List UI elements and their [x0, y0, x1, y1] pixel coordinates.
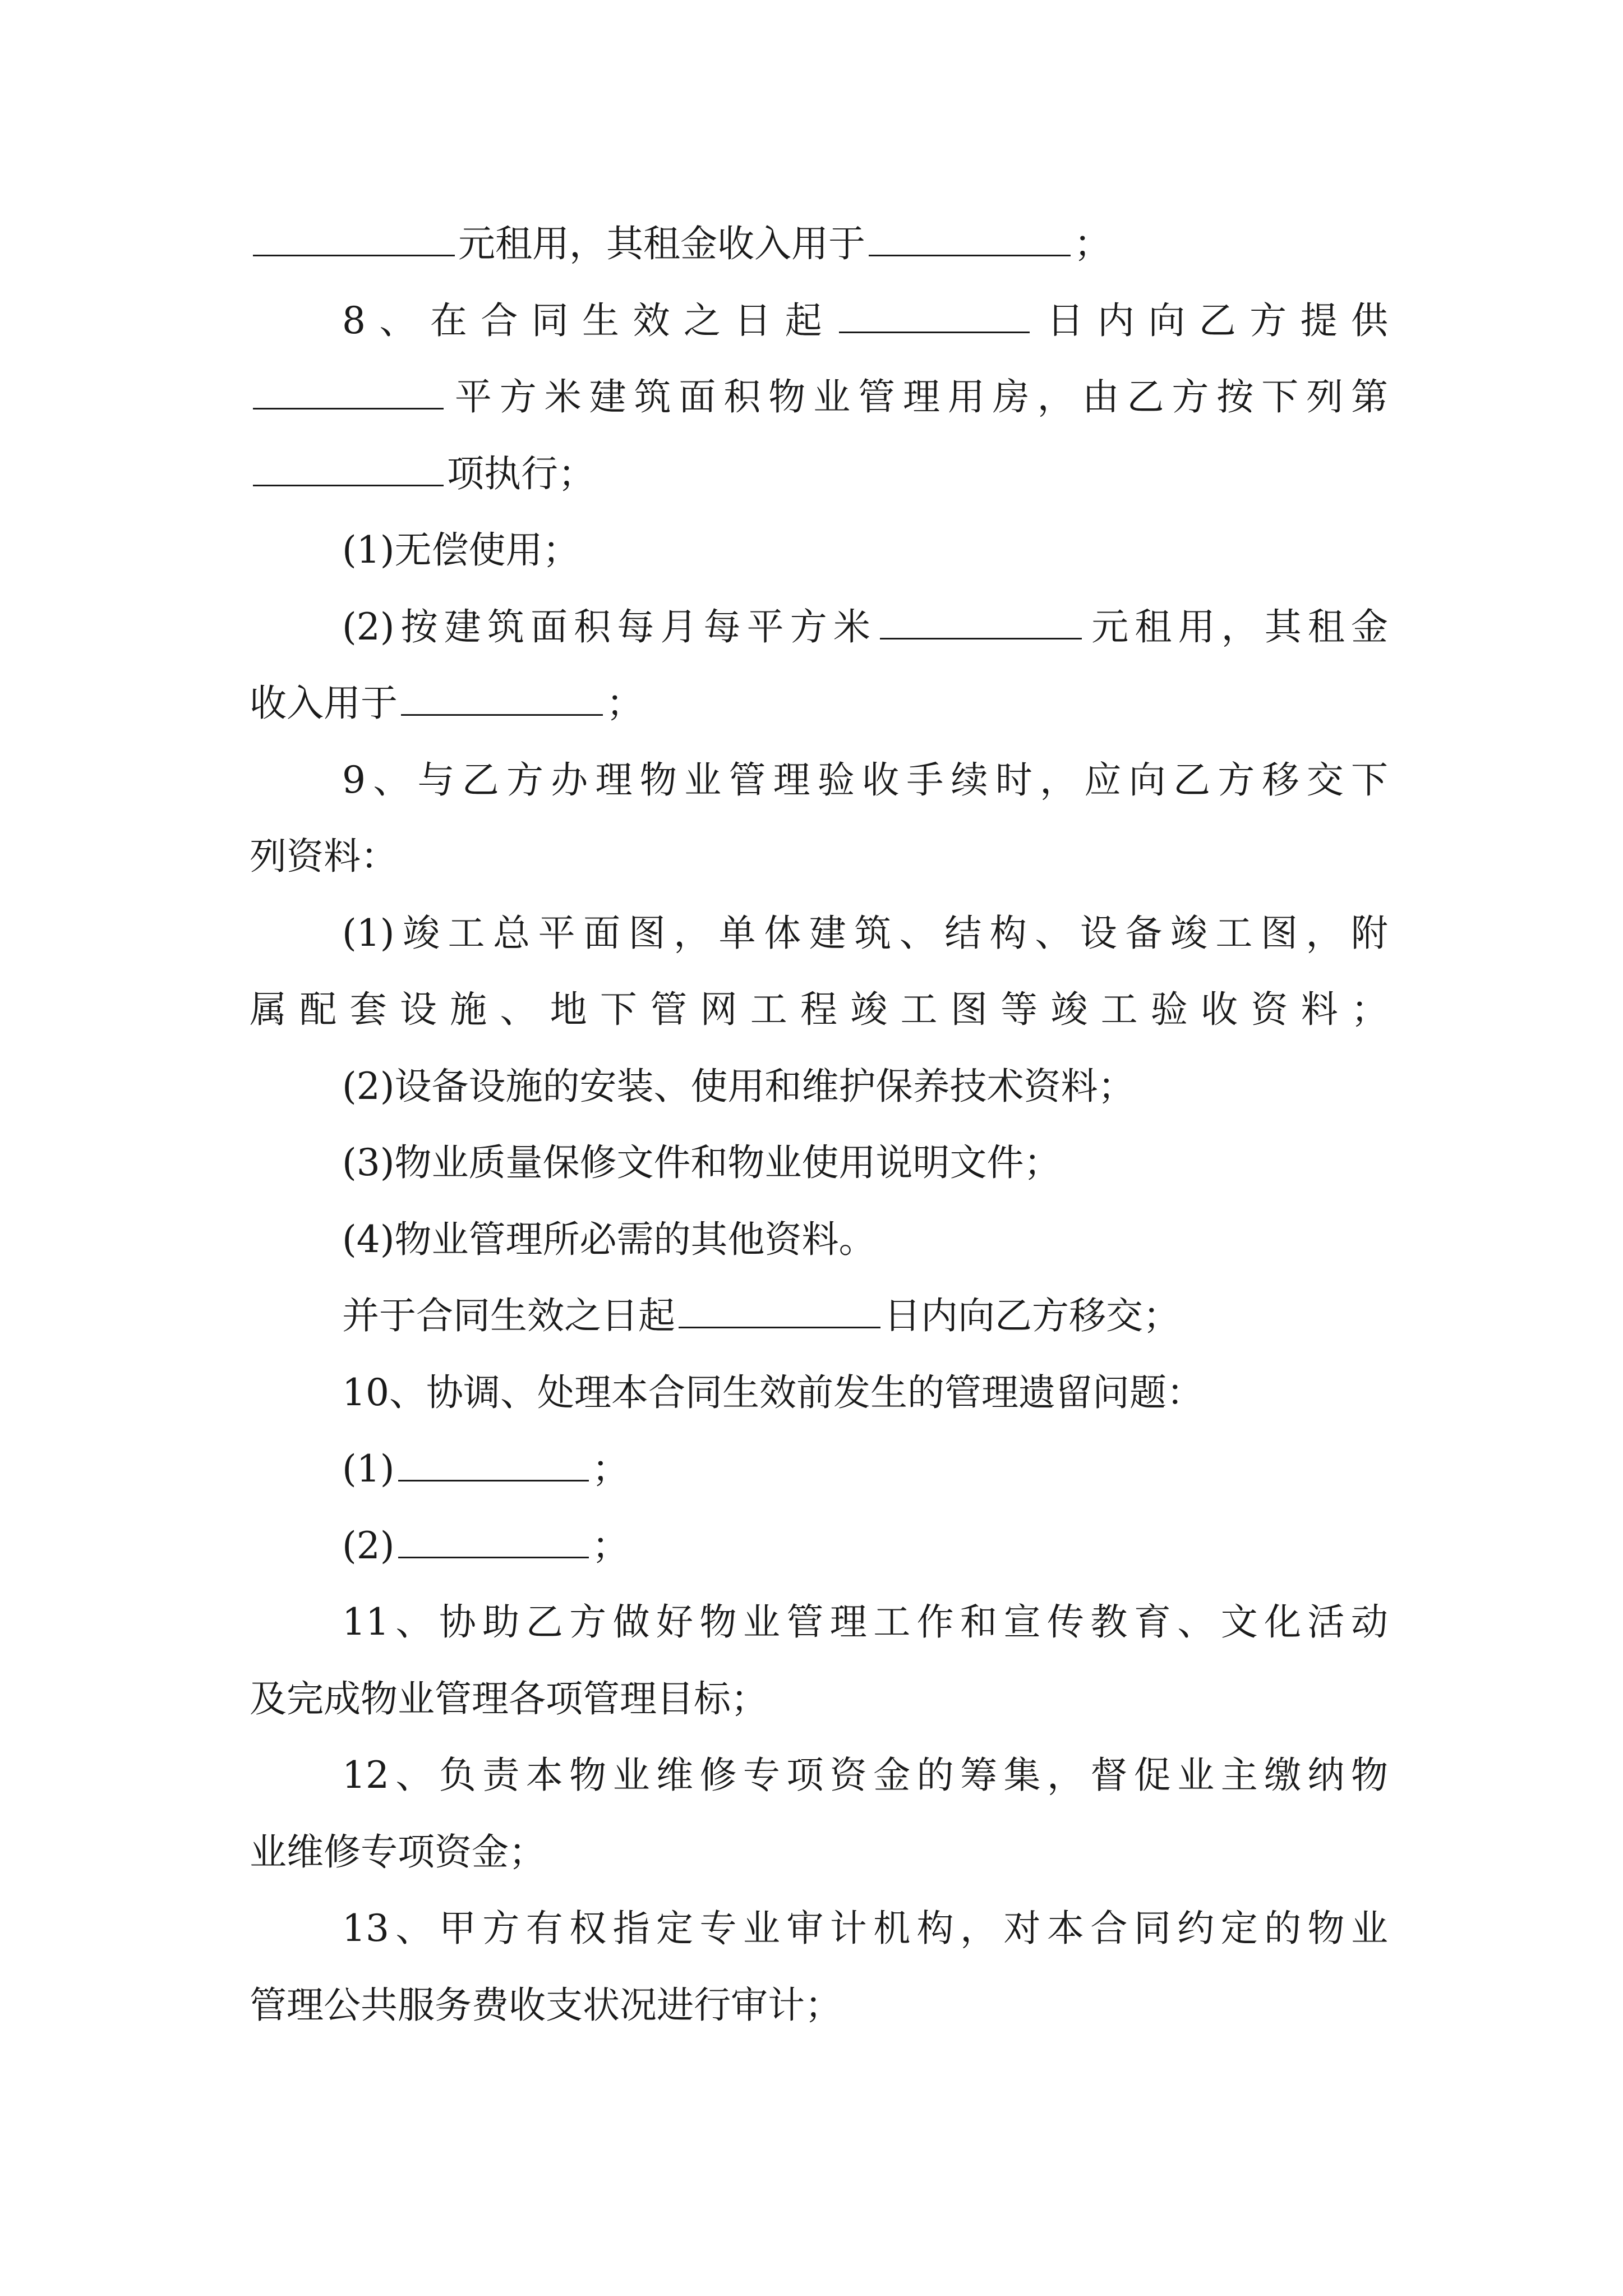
paragraph-line: 列资料： — [250, 835, 398, 878]
paragraph-line — [250, 213, 1388, 275]
paragraph-line: 9、与乙方办理物业管理验收手续时，应向乙方移交下 — [342, 758, 1388, 802]
paragraph-line: 业维修专项资金； — [250, 1830, 546, 1874]
fill-blank — [401, 684, 603, 716]
line-text: ； — [592, 1524, 629, 1567]
paragraph-line: 11、协助乙方做好物业管理工作和宣传教育、文化活动 — [342, 1600, 1388, 1644]
line-text: 并于合同生效之日起 — [342, 1294, 675, 1337]
line-text: (2) — [342, 1524, 395, 1567]
paragraph-line: (4)物业管理所必需的其他资料。 — [342, 1218, 876, 1261]
line-text: 项执行； — [447, 452, 595, 495]
line-text: 元租用，其租金收入用于 — [458, 222, 865, 265]
paragraph-line — [342, 290, 1388, 352]
paragraph-line: (2)设备设施的安装、使用和维护保养技术资料； — [342, 1065, 1135, 1108]
line-text: 平方米建筑面积物业管理用房，由乙方按下列第 — [447, 375, 1388, 418]
fill-blank — [253, 378, 444, 409]
paragraph-line — [250, 366, 1388, 428]
fill-blank — [253, 455, 444, 486]
paragraph-line: 属配套设施、地下管网工程竣工图等竣工验收资料； — [250, 988, 1388, 1031]
fill-blank — [839, 302, 1030, 333]
line-text: 日内向乙方移交； — [884, 1294, 1180, 1337]
paragraph-line: (1)无偿使用； — [342, 528, 580, 572]
line-text: ； — [592, 1447, 629, 1490]
paragraph-line: 13、甲方有权指定专业审计机构，对本合同约定的物业 — [342, 1907, 1388, 1950]
paragraph-line: 10、协调、处理本合同生效前发生的管理遗留问题： — [342, 1371, 1204, 1414]
paragraph-line: (3)物业质量保修文件和物业使用说明文件； — [342, 1141, 1061, 1184]
fill-blank — [253, 225, 455, 256]
fill-blank — [880, 608, 1082, 639]
paragraph-line — [342, 1285, 1388, 1347]
paragraph-line: 12、负责本物业维修专项资金的筹集，督促业主缴纳物 — [342, 1754, 1388, 1797]
line-text: 8、在合同生效之日起 — [342, 299, 836, 342]
line-text: (2)按建筑面积每月每平方米 — [342, 605, 877, 648]
paragraph-line — [250, 673, 1388, 734]
paragraph-line: 管理公共服务费收支状况进行审计； — [250, 1984, 842, 2027]
line-text: 元租用，其租金 — [1085, 605, 1388, 648]
paragraph-line — [342, 1515, 1388, 1577]
fill-blank — [398, 1527, 589, 1558]
paragraph-line — [250, 443, 1388, 505]
fill-blank — [679, 1297, 880, 1328]
line-text: (1) — [342, 1447, 395, 1490]
line-text: ； — [606, 682, 643, 725]
paragraph-line: (1)竣工总平面图，单体建筑、结构、设备竣工图，附 — [342, 912, 1388, 955]
fill-blank — [869, 225, 1071, 256]
paragraph-line: 及完成物业管理各项管理目标； — [250, 1677, 768, 1720]
line-text: 日内向乙方提供 — [1033, 299, 1388, 342]
paragraph-line — [342, 596, 1388, 658]
paragraph-line — [342, 1438, 1388, 1500]
line-text: 收入用于 — [250, 682, 398, 725]
line-text: ； — [1074, 222, 1111, 265]
fill-blank — [398, 1450, 589, 1481]
